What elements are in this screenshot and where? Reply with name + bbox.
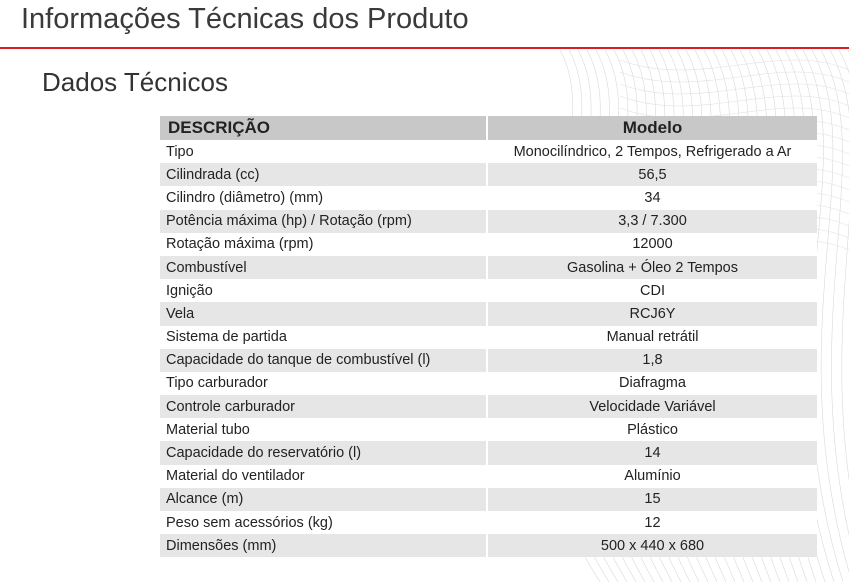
wave-line: [620, 84, 849, 94]
column-header-model: Modelo: [486, 116, 817, 140]
row-value: 14: [486, 441, 817, 464]
header-divider: [0, 47, 849, 49]
table-row: [160, 140, 817, 163]
row-label: Cilindrada (cc): [166, 166, 260, 183]
spec-table: [160, 116, 817, 557]
table-row: [160, 372, 817, 395]
row-label: Tipo carburador: [166, 375, 268, 392]
table-row: [160, 465, 817, 488]
row-value: 12: [486, 511, 817, 534]
table-row: [160, 163, 817, 186]
row-label: Potência máxima (hp) / Rotação (rpm): [166, 213, 412, 230]
row-value: Plástico: [486, 418, 817, 441]
row-label: Capacidade do tanque de combustível (l): [166, 352, 431, 369]
row-value: 15: [486, 488, 817, 511]
table-row: [160, 349, 817, 372]
row-label: Material tubo: [166, 421, 250, 438]
wave-line: [620, 72, 849, 82]
row-value: Monocilíndrico, 2 Tempos, Refrigerado a Ar: [486, 140, 817, 163]
table-row: [160, 302, 817, 325]
table-row: [160, 441, 817, 464]
table-row: [160, 395, 817, 418]
row-label: Controle carburador: [166, 398, 295, 415]
section-title: Dados Técnicos: [42, 67, 228, 97]
row-label: Peso sem acessórios (kg): [166, 514, 333, 531]
row-label: Sistema de partida: [166, 329, 287, 346]
wave-line: [620, 96, 849, 106]
table-header-row: [160, 116, 817, 140]
table-row: [160, 186, 817, 209]
table-row: [160, 418, 817, 441]
row-value: 3,3 / 7.300: [486, 210, 817, 233]
row-label: Tipo: [166, 143, 194, 160]
row-value: 12000: [486, 233, 817, 256]
page-title: Informações Técnicas dos Produto: [21, 3, 469, 35]
column-header-description: DESCRIÇÃO: [168, 118, 271, 137]
row-label: Cilindro (diâmetro) (mm): [166, 189, 324, 206]
table-row: [160, 326, 817, 349]
row-label: Capacidade do reservatório (l): [166, 445, 362, 462]
table-row: [160, 210, 817, 233]
table-row: [160, 256, 817, 279]
wave-line: [812, 50, 849, 582]
table-row: [160, 279, 817, 302]
row-value: 500 x 440 x 680: [486, 534, 817, 557]
table-body: [160, 140, 817, 557]
row-value: CDI: [486, 279, 817, 302]
row-value: Manual retrátil: [486, 326, 817, 349]
wave-line: [620, 60, 849, 70]
row-value: 34: [486, 186, 817, 209]
row-label: Vela: [166, 305, 195, 322]
table-row: [160, 534, 817, 557]
row-value: 1,8: [486, 349, 817, 372]
row-label: Dimensões (mm): [166, 537, 277, 554]
table-row: [160, 488, 817, 511]
row-label: Rotação máxima (rpm): [166, 236, 314, 253]
wave-line: [839, 50, 849, 582]
table-row: [160, 511, 817, 534]
row-value: Diafragma: [486, 372, 817, 395]
row-label: Material do ventilador: [166, 468, 305, 485]
wave-line: [821, 50, 849, 582]
row-value: RCJ6Y: [486, 302, 817, 325]
row-value: Alumínio: [486, 465, 817, 488]
row-value: 56,5: [486, 163, 817, 186]
row-label: Ignição: [166, 282, 213, 299]
row-value: Velocidade Variável: [486, 395, 817, 418]
row-label: Alcance (m): [166, 491, 244, 508]
row-label: Combustível: [166, 259, 247, 276]
row-value: Gasolina + Óleo 2 Tempos: [486, 256, 817, 279]
table-row: [160, 233, 817, 256]
